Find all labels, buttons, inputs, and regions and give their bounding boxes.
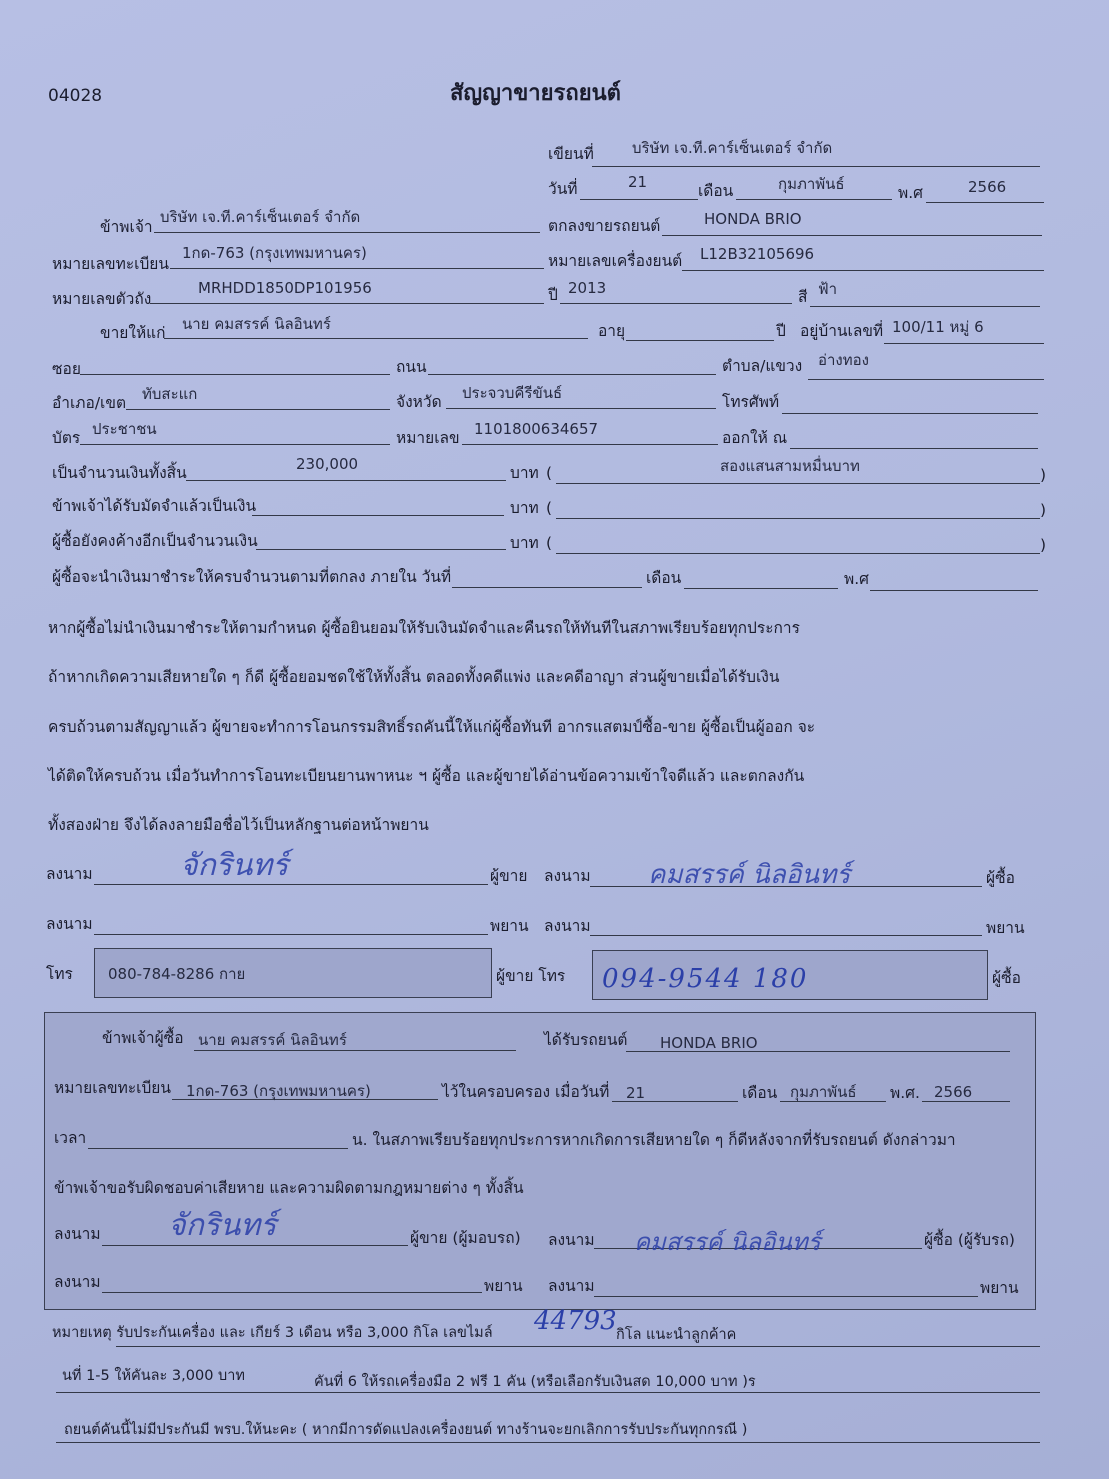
receipt-possession-label: ไว้ในครอบครอง เมื่อวันที่ [442, 1083, 610, 1101]
issued-label: ออกให้ ณ [722, 429, 788, 447]
card-label: บัตร [52, 429, 81, 447]
receipt-witness2-line [594, 1296, 978, 1297]
written-at-line [592, 166, 1040, 167]
deposit-label: ข้าพเจ้าได้รับมัดจำแล้วเป็นเงิน [52, 497, 257, 515]
receipt-reg-value: 1กด-763 (กรุงเทพมหานคร) [186, 1082, 371, 1100]
registration-value: 1กด-763 (กรุงเทพมหานคร) [182, 244, 367, 262]
remarks-line-2-rule [56, 1392, 1040, 1393]
receipt-seller-sign-label: ลงนาม [54, 1225, 101, 1243]
seller-sign-label: ลงนาม [46, 865, 93, 883]
district-label: อำเภอ/เขต [52, 394, 127, 412]
witness2-sign-line [590, 935, 982, 936]
owed-words-line [556, 553, 1040, 554]
seller-name: บริษัท เจ.ที.คาร์เซ็นเตอร์ จำกัด [160, 208, 361, 226]
date-year-label: พ.ศ [898, 184, 923, 202]
receipt-buyer-line [194, 1050, 516, 1051]
terms-line-2: ถ้าหากเกิดความเสียหายใด ๆ ก็ดี ผู้ซื้อยอมชดใช้ให้ทั้งสิ้น ตลอดทั้งคดีแพ่ง และคดีอาญา ส่วนผู้ขายเมื่อได้รับเงิน [48, 668, 780, 686]
buyer-phone-role: ผู้ซื้อ [992, 969, 1021, 987]
remarks-line-3: ถยนต์คันนี้ไม่มีประกันมี พรบ.ให้นะคะ ( หากมีการดัดแปลงเครื่องยนต์ ทางร้านจะยกเลิกการรับประกันทุกกรณี ) [64, 1422, 748, 1438]
date-day-value: 21 [628, 173, 648, 191]
engine-label: หมายเลขเครื่องยนต์ [548, 252, 683, 270]
due-year-label: พ.ศ [844, 570, 869, 588]
receipt-witness2-label: ลงนาม [548, 1277, 595, 1295]
subdistrict-label: ตำบล/แขวง [722, 357, 803, 375]
agree-sell-line [662, 235, 1042, 236]
soi-label: ซอย [52, 360, 81, 378]
remarks-line-1-pre: หมายเหตุ รับประกันเครื่อง และ เกียร์ 3 เดือน หรือ 3,000 กิโล เลขไมล์ [52, 1325, 493, 1341]
deposit-line [252, 515, 504, 516]
registration-label: หมายเลขทะเบียน [52, 255, 169, 273]
date-month-value: กุมภาพันธ์ [778, 175, 845, 193]
seller-signature: จักรินทร์ [180, 848, 289, 883]
page-title: สัญญาขายรถยนต์ [450, 81, 621, 106]
buyer-name: นาย คมสรรค์ นิลอินทร์ [182, 315, 331, 333]
chassis-line [150, 303, 544, 304]
receipt-day: 21 [626, 1084, 646, 1102]
receipt-witness1-label: ลงนาม [54, 1273, 101, 1291]
total-line [186, 480, 506, 481]
witness1-sign-label: ลงนาม [46, 915, 93, 933]
car-model: HONDA BRIO [704, 210, 802, 228]
subdistrict-line [808, 379, 1044, 380]
receipt-month: กุมภาพันธ์ [790, 1083, 857, 1101]
district-line [126, 409, 390, 410]
seller-label: ข้าพเจ้า [100, 218, 153, 236]
receipt-buyer-signature: คมสรรค์ นิลอินทร์ [634, 1228, 821, 1256]
buyer-name-line [164, 338, 588, 339]
chassis-label: หมายเลขตัวถัง [52, 290, 152, 308]
age-label: อายุ [598, 322, 626, 340]
receipt-year: 2566 [934, 1083, 973, 1101]
total-paren-open: ( [546, 464, 553, 482]
date-year-value: 2566 [968, 178, 1007, 196]
receipt-time-label: เวลา [54, 1129, 87, 1147]
witness1-role: พยาน [490, 917, 529, 935]
date-day-line [580, 199, 698, 200]
chassis-value: MRHDD1850DP101956 [198, 279, 372, 297]
receipt-buyer-name: นาย คมสรรค์ นิลอินทร์ [198, 1031, 347, 1049]
issued-line [790, 448, 1038, 449]
total-paren-close: ) [1040, 466, 1047, 484]
remarks-line-2b: คันที่ 6 ให้รถเครื่องมือ 2 ฟรี 1 คัน (หรือเลือกรับเงินสด 10,000 บาท )ร [314, 1374, 756, 1390]
deposit-words-line [556, 518, 1040, 519]
agree-sell-label: ตกลงขายรถยนต์ [548, 217, 661, 235]
year-line [560, 303, 792, 304]
remarks-line-3-rule [56, 1442, 1040, 1443]
total-baht: บาท [510, 464, 539, 482]
receipt-time-line [88, 1148, 348, 1149]
sell-to-label: ขายให้แก่ [100, 324, 166, 342]
deposit-paren-close: ) [1040, 501, 1047, 519]
year-value: 2013 [568, 279, 607, 297]
receipt-panel [44, 1012, 1036, 1310]
total-value: 230,000 [296, 455, 359, 473]
terms-line-1: หากผู้ซื้อไม่นำเงินมาชำระให้ตามกำหนด ผู้ซื้อยินยอมให้รับเงินมัดจำและคืนรถให้ทันทีในสภาพเรียบร้อยทุกประการ [48, 619, 800, 637]
buyer-phone: 094-9544 180 [602, 964, 809, 994]
date-month-label: เดือน [698, 182, 734, 200]
total-words: สองแสนสามหมื่นบาท [720, 457, 860, 475]
buyer-signature: คมสรรค์ นิลอินทร์ [648, 860, 851, 890]
age-unit: ปี [776, 322, 786, 340]
buyer-role: ผู้ซื้อ [986, 869, 1015, 887]
receipt-time-text: น. ในสภาพเรียบร้อยทุกประการหากเกิดการเสียหายใด ๆ ก็ดีหลังจากที่รับรถยนต์ ดังกล่าวมา [352, 1131, 956, 1149]
remarks-line-1-post: กิโล แนะนำลูกค้าค [616, 1327, 737, 1343]
province-value: ประจวบคีรีขันธ์ [462, 384, 563, 402]
document-number: 04028 [48, 86, 103, 106]
road-line [428, 374, 716, 375]
witness2-sign-label: ลงนาม [544, 917, 591, 935]
due-day-line [452, 587, 642, 588]
receipt-year-label: พ.ศ. [890, 1084, 920, 1102]
seller-sign-line [94, 884, 488, 885]
owed-line [256, 549, 506, 550]
remarks-line-2a: นที่ 1-5 ให้คันละ 3,000 บาท [62, 1368, 245, 1384]
year-label: ปี [548, 286, 558, 304]
deposit-paren-open: ( [546, 499, 553, 517]
owed-label: ผู้ซื้อยังคงค้างอีกเป็นจำนวนเงิน [52, 532, 258, 550]
color-line [810, 306, 1040, 307]
age-line [626, 340, 774, 341]
province-line [446, 408, 716, 409]
due-label: ผู้ซื้อจะนำเงินมาชำระให้ครบจำนวนตามที่ตกลง ภายใน วันที่ [52, 568, 452, 586]
deposit-baht: บาท [510, 499, 539, 517]
registration-line [170, 268, 544, 269]
owed-baht: บาท [510, 534, 539, 552]
receipt-liability-text: ข้าพเจ้าขอรับผิดชอบค่าเสียหาย และความผิดตามกฎหมายต่าง ๆ ทั้งสิ้น [54, 1179, 524, 1197]
remarks-mileage: 44793 [534, 1306, 617, 1336]
owed-paren-close: ) [1040, 536, 1047, 554]
due-year-line [870, 590, 1038, 591]
receipt-buyer-sign-label: ลงนาม [548, 1231, 595, 1249]
receipt-seller-signature: จักรินทร์ [168, 1208, 277, 1243]
receipt-witness1-role: พยาน [484, 1277, 523, 1295]
receipt-reg-label: หมายเลขทะเบียน [54, 1079, 171, 1097]
receipt-car: HONDA BRIO [660, 1034, 758, 1052]
receipt-witness1-line [102, 1292, 482, 1293]
written-at-value: บริษัท เจ.ที.คาร์เซ็นเตอร์ จำกัด [632, 139, 833, 157]
total-label: เป็นจำนวนเงินทั้งสิ้น [52, 464, 187, 482]
district-value: ทับสะแก [142, 385, 198, 403]
house-value: 100/11 หมู่ 6 [892, 318, 984, 336]
terms-line-5: ทั้งสองฝ่าย จึงได้ลงลายมือชื่อไว้เป็นหลักฐานต่อหน้าพยาน [48, 816, 429, 834]
house-label: อยู่บ้านเลขที่ [800, 322, 884, 340]
engine-value: L12B32105696 [700, 245, 815, 263]
written-at-label: เขียนที่ [548, 145, 594, 163]
date-month-line [736, 199, 892, 200]
receipt-received-label: ได้รับรถยนต์ [544, 1031, 628, 1049]
witness1-sign-line [94, 934, 488, 935]
receipt-buyer-role: ผู้ซื้อ (ผู้รับรถ) [924, 1231, 1015, 1249]
soi-line [80, 374, 390, 375]
seller-phone-role: ผู้ขาย โทร [496, 967, 566, 985]
buyer-sign-label: ลงนาม [544, 867, 591, 885]
color-value: ฟ้า [818, 280, 838, 298]
date-year-line [926, 202, 1044, 203]
phone-line [782, 413, 1038, 414]
id-value: 1101800634657 [474, 420, 599, 438]
phone-label: โทรศัพท์ [722, 393, 780, 411]
date-day-label: วันที่ [548, 180, 578, 198]
witness2-role: พยาน [986, 919, 1025, 937]
seller-phone: 080-784-8286 กาย [108, 965, 246, 983]
house-line [884, 343, 1044, 344]
province-label: จังหวัด [396, 393, 442, 411]
owed-paren-open: ( [546, 534, 553, 552]
engine-line [682, 270, 1044, 271]
terms-line-3: ครบถ้วนตามสัญญาแล้ว ผู้ขายจะทำการโอนกรรมสิทธิ์รถคันนี้ให้แก่ผู้ซื้อทันที อากรแสตมป์ซื้อ-ขาย ผู้ซื้อเป็นผู้ออก จะ [48, 718, 816, 736]
id-line [462, 444, 718, 445]
road-label: ถนน [396, 358, 427, 376]
seller-line [154, 232, 540, 233]
due-month-label: เดือน [646, 569, 682, 587]
phone-label-left: โทร [46, 965, 73, 983]
total-words-line [556, 483, 1040, 484]
receipt-buyer-label: ข้าพเจ้าผู้ซื้อ [102, 1029, 184, 1047]
seller-role: ผู้ขาย [490, 867, 528, 885]
card-line [80, 444, 390, 445]
color-label: สี [798, 288, 808, 306]
receipt-seller-role: ผู้ขาย (ผู้มอบรถ) [410, 1229, 521, 1247]
due-month-line [684, 588, 838, 589]
card-value: ประชาชน [92, 420, 157, 438]
receipt-witness2-role: พยาน [980, 1279, 1019, 1297]
remarks-line-1-rule [116, 1346, 1040, 1347]
subdistrict-value: อ่างทอง [818, 351, 869, 369]
receipt-month-label: เดือน [742, 1084, 778, 1102]
id-label: หมายเลข [396, 429, 460, 447]
terms-line-4: ได้ติดให้ครบถ้วน เมื่อวันทำการโอนทะเบียนยานพาหนะ ฯ ผู้ซื้อ และผู้ขายได้อ่านข้อความเข้าใจดีแล้ว และตกลงกัน [48, 767, 805, 785]
